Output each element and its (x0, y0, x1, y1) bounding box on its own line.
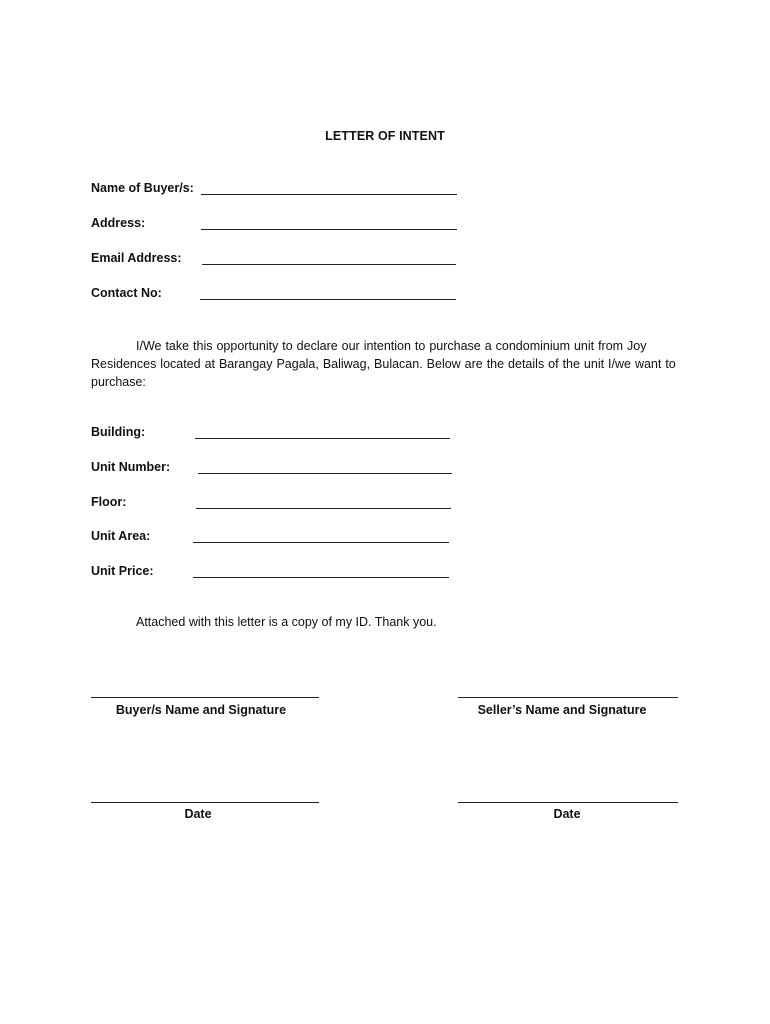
email-address-blank[interactable] (202, 264, 456, 265)
seller-date-label: Date (553, 807, 581, 821)
name-of-buyer-label: Name of Buyer/s: (91, 181, 194, 195)
unit-area-label: Unit Area: (91, 529, 151, 543)
email-address-label: Email Address: (91, 251, 182, 265)
buyer-signature-line[interactable] (91, 697, 319, 698)
buyer-signature-label: Buyer/s Name and Signature (115, 703, 287, 717)
unit-number-blank[interactable] (198, 473, 452, 474)
contact-no-blank[interactable] (200, 299, 456, 300)
name-of-buyer-blank[interactable] (201, 194, 457, 195)
floor-label: Floor: (91, 495, 127, 509)
buyer-date-label: Date (184, 807, 212, 821)
seller-signature-label: Seller’s Name and Signature (477, 703, 647, 717)
floor-blank[interactable] (196, 508, 451, 509)
intent-paragraph: I/We take this opportunity to declare our intention to purchase a condominium unit from Joy Residences located at Barangay Pagala, Baliwag, Bulacan. Below are the details of the unit I/we want to purchase: (91, 339, 676, 389)
address-label: Address: (91, 216, 146, 230)
attachment-note: Attached with this letter is a copy of my ID. Thank you. (136, 615, 437, 629)
seller-date-line[interactable] (458, 802, 678, 803)
contact-no-label: Contact No: (91, 286, 162, 300)
address-blank[interactable] (201, 229, 457, 230)
buyer-date-line[interactable] (91, 802, 319, 803)
building-blank[interactable] (195, 438, 450, 439)
unit-number-label: Unit Number: (91, 460, 171, 474)
document-title: LETTER OF INTENT (325, 129, 445, 143)
building-label: Building: (91, 425, 146, 439)
seller-signature-line[interactable] (458, 697, 678, 698)
unit-area-blank[interactable] (193, 542, 449, 543)
unit-price-blank[interactable] (193, 577, 449, 578)
unit-price-label: Unit Price: (91, 564, 154, 578)
